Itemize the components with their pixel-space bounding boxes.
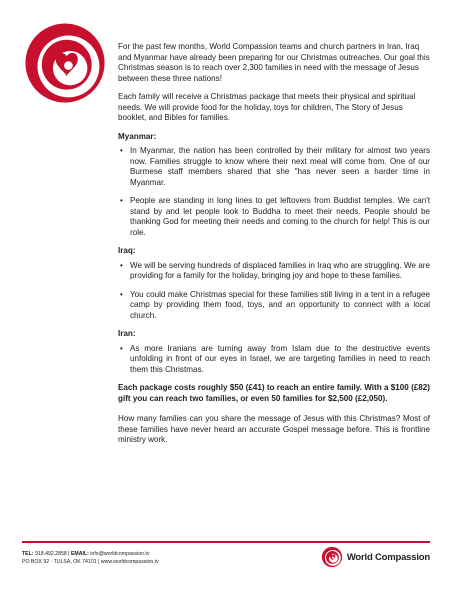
list-item: • People are standing in long lines to get leftovers from Buddist temples. We can't stand by and let people look to Buddha to meet their needs. People should be thanking God for meeting their needs and coming to the church for help! This is our role. <box>118 196 430 238</box>
section-heading-myanmar: Myanmar: <box>118 131 157 141</box>
closing-paragraph: How many families can you share the message of Jesus with this Christmas? Most of these families have never heard an accurate Gospel message before. This is frontline ministry work. <box>118 414 430 444</box>
footer-line-1: TEL: 918.492.2858 | EMAIL: info@worldcompassion.tv <box>22 551 150 557</box>
intro-paragraph: For the past few months, World Compassion teams and church partners in Iran, Iraq and Myanmar have already been preparing for our Christmas outreaches. Our goal this Christmas season is to reach over 2,300 families in need with the message of Jesus between these three nations! <box>118 42 430 83</box>
letter-body <box>118 42 430 446</box>
website-link[interactable]: www.worldcompassion.tv <box>100 559 159 565</box>
footer-line-2: PO BOX 92 · TULSA, OK 74101 | www.worldcompassion.tv <box>22 559 159 565</box>
myanmar-list <box>118 146 430 238</box>
list-item: • You could make Christmas special for these families still living in a tent in a refugee camp by providing them food, toys, and an opportunity to connect with a local church. <box>118 290 430 322</box>
section-heading-iran: Iran: <box>118 329 136 338</box>
email-label: EMAIL: <box>70 551 89 557</box>
postal-address: PO BOX 92 · TULSA, OK 74101 <box>22 559 97 565</box>
list-item: • In Myanmar, the nation has been controlled by their military for almost two years now. Families struggle to know where their next meal will come from. One of our Burmese staff members shared that she "has never seen a harder time in Myanmar. <box>118 146 430 188</box>
footer-contact <box>22 550 159 566</box>
list-item: • As more Iranians are turning away from Islam due to the destructive events unfolding in front of our eyes in Israel, we are targeting families in need to reach them this Christmas. <box>118 344 430 376</box>
section-heading-iraq: Iraq: <box>118 246 136 255</box>
intro-paragraph: Each family will receive a Christmas package that meets their physical and spiritual needs. We will provide food for the holiday, toys for children, The Story of Jesus booklet, and Bibles for families. <box>118 92 416 122</box>
world-compassion-logo-icon <box>321 546 343 568</box>
iraq-list <box>118 261 430 322</box>
phone-number: 918.492.2858 <box>34 551 67 557</box>
iran-list <box>118 344 430 376</box>
footer-divider <box>22 541 430 543</box>
cost-paragraph: Each package costs roughly $50 (£41) to reach an entire family. With a $100 (£82) gift you can reach two families, or even 50 families for $2,500 (£2,050). <box>118 383 430 403</box>
tel-label: TEL: <box>22 551 34 557</box>
list-item: • We will be serving hundreds of displaced families in Iraq who are struggling. We are providing for a family for the holiday, bringing joy and hope to these families. <box>118 261 430 282</box>
email-link[interactable]: info@worldcompassion.tv <box>90 551 150 557</box>
brand-name: World Compassion <box>346 551 430 563</box>
footer-brand <box>321 546 430 568</box>
world-compassion-logo-icon <box>22 20 108 106</box>
